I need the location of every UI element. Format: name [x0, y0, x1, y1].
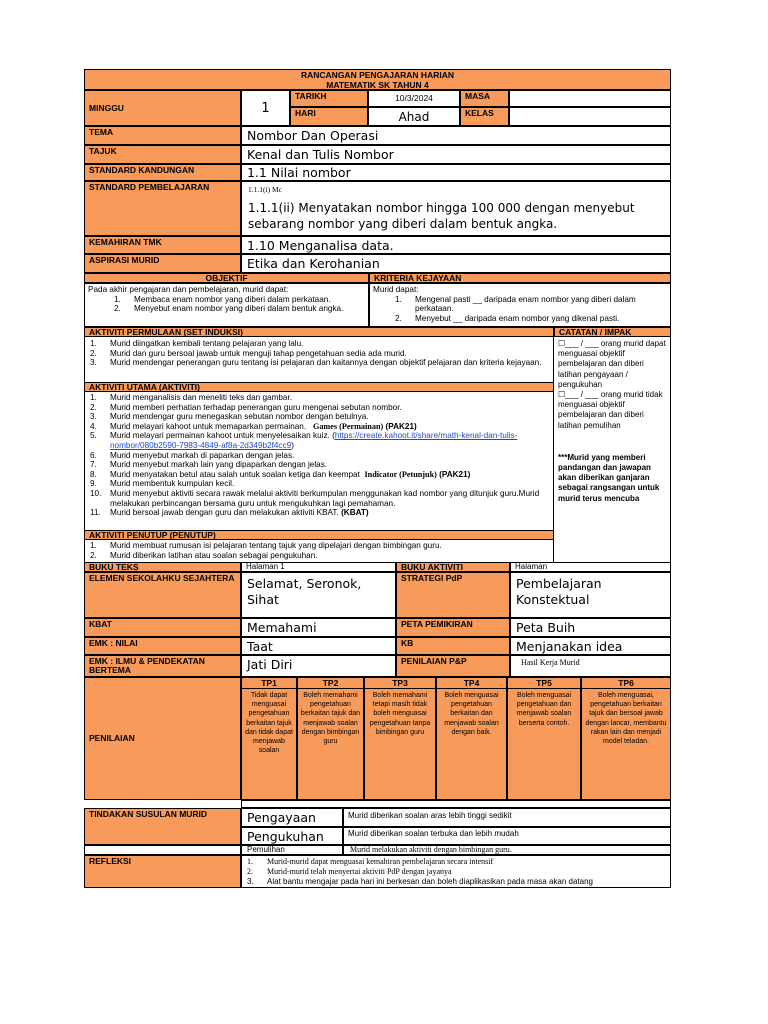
- catatan-cell: [554, 337, 671, 562]
- tmk-label: KEMAHIRAN TMK: [84, 236, 241, 254]
- item-text: Menyebut enam nombor yang diberi dalam bentuk angka.: [134, 304, 344, 314]
- item-text: Membaca enam nombor yang diberi dalam perkataan.: [134, 294, 331, 304]
- list-item: [245, 877, 667, 887]
- peta-label: PETA PEMIKIRAN: [396, 618, 510, 637]
- tarikh-label: TARIKH: [290, 90, 368, 107]
- list-item: [88, 431, 550, 450]
- tp6-cell: [581, 677, 671, 800]
- penilaian-blank-row: [241, 800, 671, 808]
- item-number: 1.: [247, 857, 253, 866]
- tp3-heading: TP3: [365, 678, 435, 689]
- utama-cell: [84, 392, 554, 530]
- emk-nilai-value: Taat: [241, 637, 396, 655]
- emk-nilai-label: EMK : NILAI: [84, 637, 241, 655]
- peta-value: Peta Buih: [510, 618, 671, 637]
- item-text: Murid menyatakan betul atau salah untuk soalan ketiga dan keempat: [110, 469, 360, 479]
- kriteria-cell: [369, 283, 671, 327]
- kelas-value: [509, 107, 671, 126]
- pengayaan-label: Pengayaan: [241, 808, 343, 827]
- pengayaan-value: Murid diberikan soalan aras lebih tinggi sedikit: [343, 808, 671, 827]
- list-item: [88, 551, 550, 561]
- pak21-badge: (PAK21): [439, 469, 471, 479]
- tp4-desc: Boleh menguasai pengetahuan berkaitan dan menjawab soalan dengan baik.: [444, 692, 499, 736]
- pak21-tag-games: Games (Permainan): [312, 421, 384, 431]
- tp4-heading: TP4: [437, 678, 506, 689]
- penilaian-pp-value: Hasil Kerja Murid: [510, 655, 671, 677]
- tarikh-value: 10/3/2024: [368, 90, 460, 107]
- item-text: Alat bantu mengajar pada hari ini berkesan dan boleh diaplikasikan pada masa akan datang: [267, 877, 594, 886]
- sk-label: STANDARD KANDUNGAN: [84, 164, 241, 181]
- objektif-cell: [84, 283, 369, 327]
- tp6-desc: Boleh menguasai, pengetahuan berkaitan tajuk dan bersoal jawab dengan lancar, membantu rakan lain dan menjadi model teladan.: [585, 692, 667, 746]
- list-item: [88, 489, 550, 508]
- penutup-cell: [84, 540, 554, 562]
- tema-value: Nombor Dan Operasi: [241, 126, 671, 145]
- kriteria-intro: Murid dapat:: [373, 285, 419, 294]
- item-text: Murid menyebut markah di paparkan dengan jelas.: [110, 450, 295, 460]
- sp-small: 1.1.1(i) Mc: [248, 185, 282, 194]
- emk-ilmu-label: EMK : ILMU & PENDEKATAN BERTEMA: [84, 655, 241, 677]
- masa-value: [509, 90, 671, 107]
- item-number: 2.: [90, 550, 97, 560]
- sp-label: STANDARD PEMBELAJARAN: [84, 181, 241, 236]
- item-number: 2.: [90, 348, 97, 358]
- tp6-heading: TP6: [582, 678, 670, 689]
- tp1-heading: TP1: [242, 678, 296, 689]
- plan-header: [84, 69, 671, 90]
- pemulihan-label: Pemulihan: [241, 845, 343, 855]
- item-number: 2.: [90, 402, 97, 412]
- item-number: 1.: [90, 393, 97, 402]
- item-number: 1.: [90, 339, 97, 348]
- penilaian-label: PENILAIAN: [84, 677, 241, 800]
- kb-value: Menjanakan idea: [510, 637, 671, 655]
- objektif-list: [88, 295, 365, 314]
- kriteria-label: KRITERIA KEJAYAAN: [369, 273, 671, 283]
- tajuk-value: Kenal dan Tulis Nombor: [241, 145, 671, 164]
- objektif-intro: Pada akhir pengajaran dan pembelajaran, murid dapat:: [88, 285, 289, 294]
- pak21-tag-indicator: Indicator (Petunjuk): [364, 469, 437, 479]
- catatan-note: ***Murid yang memberi pandangan dan jawapan akan diberikan ganjaran sebagai rangsangan untuk murid terus mencuba: [558, 452, 660, 503]
- item-number: 2.: [114, 304, 121, 314]
- tema-label: TEMA: [84, 126, 241, 145]
- permulaan-label: AKTIVITI PERMULAAN (SET INDUKSI): [84, 327, 554, 337]
- penutup-label: AKTIVITI PENUTUP (PENUTUP): [84, 530, 554, 540]
- item-text: Murid dan guru bersoal jawab untuk menguji tahap pengetahuan sedia ada murid.: [110, 348, 407, 358]
- item-number: 9.: [90, 479, 97, 489]
- tp2-cell: [297, 677, 364, 800]
- kriteria-list: [373, 295, 667, 324]
- tp5-desc: Boleh menguasai pengetahuan dan menjawab soalan berserta contoh.: [516, 692, 572, 727]
- pak21-badge: (PAK21): [385, 421, 417, 431]
- list-item: [88, 460, 550, 470]
- list-item: [88, 339, 550, 349]
- penutup-list: [88, 541, 550, 560]
- list-item: [245, 857, 667, 867]
- item-text: Murid bersoal jawab dengan guru dan melakukan aktiviti KBAT.: [110, 508, 339, 518]
- tmk-value: 1.10 Menganalisa data.: [241, 236, 671, 254]
- tp1-desc: Tidak dapat menguasai pengetahuan berkaitan tajuk dan tidak dapat menjawab soalan: [245, 692, 293, 755]
- item-number: 10.: [90, 488, 102, 498]
- item-number: 6.: [90, 450, 97, 460]
- buku-teks-label: BUKU TEKS: [84, 562, 241, 572]
- list-item: [88, 393, 550, 403]
- item-text: Murid membuat rumusan isi pelajaran tentang tajuk yang dipelajari dengan bimbingan guru.: [110, 541, 442, 550]
- list-item: [112, 295, 365, 305]
- aspirasi-value: Etika dan Kerohanian: [241, 254, 671, 273]
- item-number: 3.: [90, 358, 97, 368]
- item-text: Murid mendengar guru menegaskan sebutan nombor dengan betulnya.: [110, 412, 369, 422]
- permulaan-cell: [84, 337, 554, 382]
- list-item: [88, 541, 550, 551]
- item-text-tail: ): [291, 440, 294, 450]
- emk-ilmu-value: Jati Diri: [241, 655, 396, 677]
- kbat-value: Memahami: [241, 618, 396, 637]
- minggu-label: MINGGU: [84, 90, 241, 126]
- list-item: [88, 422, 550, 432]
- strategi-value: Pembelajaran Konstektual: [510, 572, 671, 618]
- catatan-label: CATATAN / IMPAK: [554, 327, 671, 337]
- kelas-label: KELAS: [460, 107, 509, 126]
- item-text: Murid melayari kahoot untuk memaparkan permainan.: [110, 421, 307, 431]
- item-number: 2.: [247, 867, 253, 876]
- refleksi-label: REFLEKSI: [84, 855, 241, 888]
- item-number: 1.: [395, 294, 402, 304]
- hari-value: Ahad: [368, 107, 460, 126]
- refleksi-cell: [241, 855, 671, 888]
- sk-value: 1.1 Nilai nombor: [241, 164, 671, 181]
- refleksi-list: [245, 857, 667, 887]
- tp5-heading: TP5: [508, 678, 580, 689]
- sp-cell: [241, 181, 671, 236]
- elemen-value: Selamat, Seronok, Sihat: [241, 572, 396, 618]
- item-number: 4.: [90, 421, 97, 431]
- item-number: 7.: [90, 460, 97, 470]
- tp3-desc: Boleh memahami tetapi masih tidak boleh menguasai pengetahuan tanpa bimbingan guru: [369, 692, 431, 736]
- masa-label: MASA: [460, 90, 509, 107]
- strategi-label: STRATEGI PdP: [396, 572, 510, 618]
- buku-teks-value: Halaman 1: [241, 562, 396, 572]
- aspirasi-label: ASPIRASI MURID: [84, 254, 241, 273]
- item-number: 2.: [395, 313, 402, 323]
- hari-label: HARI: [290, 107, 368, 126]
- list-item: [112, 304, 365, 314]
- permulaan-list: [88, 339, 550, 368]
- list-item: [88, 358, 550, 368]
- buku-aktiviti-label: BUKU AKTIVITI: [396, 562, 510, 572]
- list-item: [245, 867, 667, 877]
- list-item: [88, 349, 550, 359]
- item-text: Murid menganalisis dan meneliti teks dan gambar.: [110, 393, 293, 402]
- pengukuhan-label: Pengukuhan: [241, 827, 343, 845]
- item-text: Murid menyebut markah lain yang dipaparkan dengan jelas.: [110, 460, 328, 470]
- tp2-desc: Boleh memahami pengetahuan berkaitan tajuk dan menjawab soalan dengan bimbingan guru: [300, 692, 361, 746]
- item-number: 3.: [90, 412, 97, 422]
- item-number: 1.: [114, 294, 121, 304]
- list-item: [88, 470, 550, 480]
- tindakan-blank: [84, 845, 241, 855]
- item-text: Murid memberi perhatian terhadap penerangan guru mengenai sebutan nombor.: [110, 402, 402, 412]
- sp-value: 1.1.1(ii) Menyatakan nombor hingga 100 000 dengan menyebut sebarang nombor yang diberi dalam bentuk angka.: [248, 201, 635, 231]
- utama-label: AKTIVITI UTAMA (AKTIVITI): [84, 382, 554, 392]
- kb-label: KB: [396, 637, 510, 655]
- catatan-not-mastered: ☐___ / ___ orang murid tidak menguasai objektif pembelajaran dan diberi latihan pemulihan: [558, 390, 663, 430]
- tp1-cell: [241, 677, 297, 800]
- minggu-value: 1: [241, 90, 290, 126]
- item-text: Murid diingatkan kembali tentang pelajaran yang lalu.: [110, 339, 304, 348]
- tp2-heading: TP2: [298, 678, 363, 689]
- buku-aktiviti-value: Halaman: [510, 562, 671, 572]
- plan-title: RANCANGAN PENGAJARAN HARIAN: [300, 70, 454, 80]
- item-number: 3.: [247, 877, 254, 886]
- item-number: 11.: [90, 508, 101, 518]
- item-text: Murid menyebut aktiviti secara rawak melalui aktiviti berkumpulan menggunakan kad nombor yang ditunjuk guru.Murid melakukan perbincangan bersama guru untuk mengukuhkan lagi pemahaman.: [110, 488, 540, 508]
- item-text: Murid-murid dapat menguasai kemahiran pembelajaran secara intensif: [267, 857, 494, 866]
- list-item: [393, 295, 667, 314]
- pemulihan-value: Murid melakukan aktiviti dengan bimbingan guru.: [343, 845, 671, 855]
- item-text: Murid-murid telah menyertai aktiviti PdP dengan jayanya: [267, 867, 452, 876]
- item-number: 5.: [90, 431, 97, 441]
- item-number: 8.: [90, 469, 97, 479]
- item-text: Menyebut __ daripada enam nombor yang dikenal pasti.: [415, 313, 620, 323]
- catatan-mastered: ☐___ / ___ orang murid dapat menguasai objektif pembelajaran dan diberi latihan pengayaan / pengukuhan: [558, 339, 666, 389]
- tp5-cell: [507, 677, 581, 800]
- kahoot-link[interactable]: https://create.kahoot.it/share/math-kenal-dan-tulis-nombor/080b2590-7983-4849-af8a-2d349b2f4cc9: [110, 431, 518, 450]
- list-item: [88, 412, 550, 422]
- item-text: Murid membentuk kumpulan kecil.: [110, 479, 235, 489]
- item-number: 1.: [90, 541, 97, 550]
- plan-subtitle: MATEMATIK SK TAHUN 4: [326, 79, 429, 90]
- tp3-cell: [364, 677, 436, 800]
- item-text: Murid diberikan latihan atau soalan sebagai pengukuhan.: [110, 550, 318, 560]
- tajuk-label: TAJUK: [84, 145, 241, 164]
- item-text: Murid mendengar penerangan guru tentang isi pelajaran dan kaitannya dengan objektif pelajaran dan kriteria kejayaan.: [110, 358, 542, 368]
- penilaian-pp-label: PENILAIAN P&P: [396, 655, 510, 677]
- list-item: [88, 508, 550, 518]
- elemen-label: ELEMEN SEKOLAHKU SEJAHTERA: [84, 572, 241, 618]
- objektif-label: OBJEKTIF: [84, 273, 369, 283]
- list-item: [393, 314, 667, 324]
- tindakan-label: TINDAKAN SUSULAN MURID: [84, 808, 241, 845]
- item-text: Mengenal pasti __ daripada enam nombor yang diberi dalam perkataan.: [415, 294, 636, 314]
- item-text: Murid melayari permainan kahoot untuk menyelesaikan kuiz. (: [110, 431, 335, 441]
- kbat-label: KBAT: [84, 618, 241, 637]
- pengukuhan-value: Murid diberikan soalan terbuka dan lebih mudah: [343, 827, 671, 845]
- kbat-badge: (KBAT): [341, 508, 369, 518]
- list-item: [88, 403, 550, 413]
- tp4-cell: [436, 677, 507, 800]
- utama-list: [88, 393, 550, 518]
- list-item: [88, 479, 550, 489]
- list-item: [88, 451, 550, 461]
